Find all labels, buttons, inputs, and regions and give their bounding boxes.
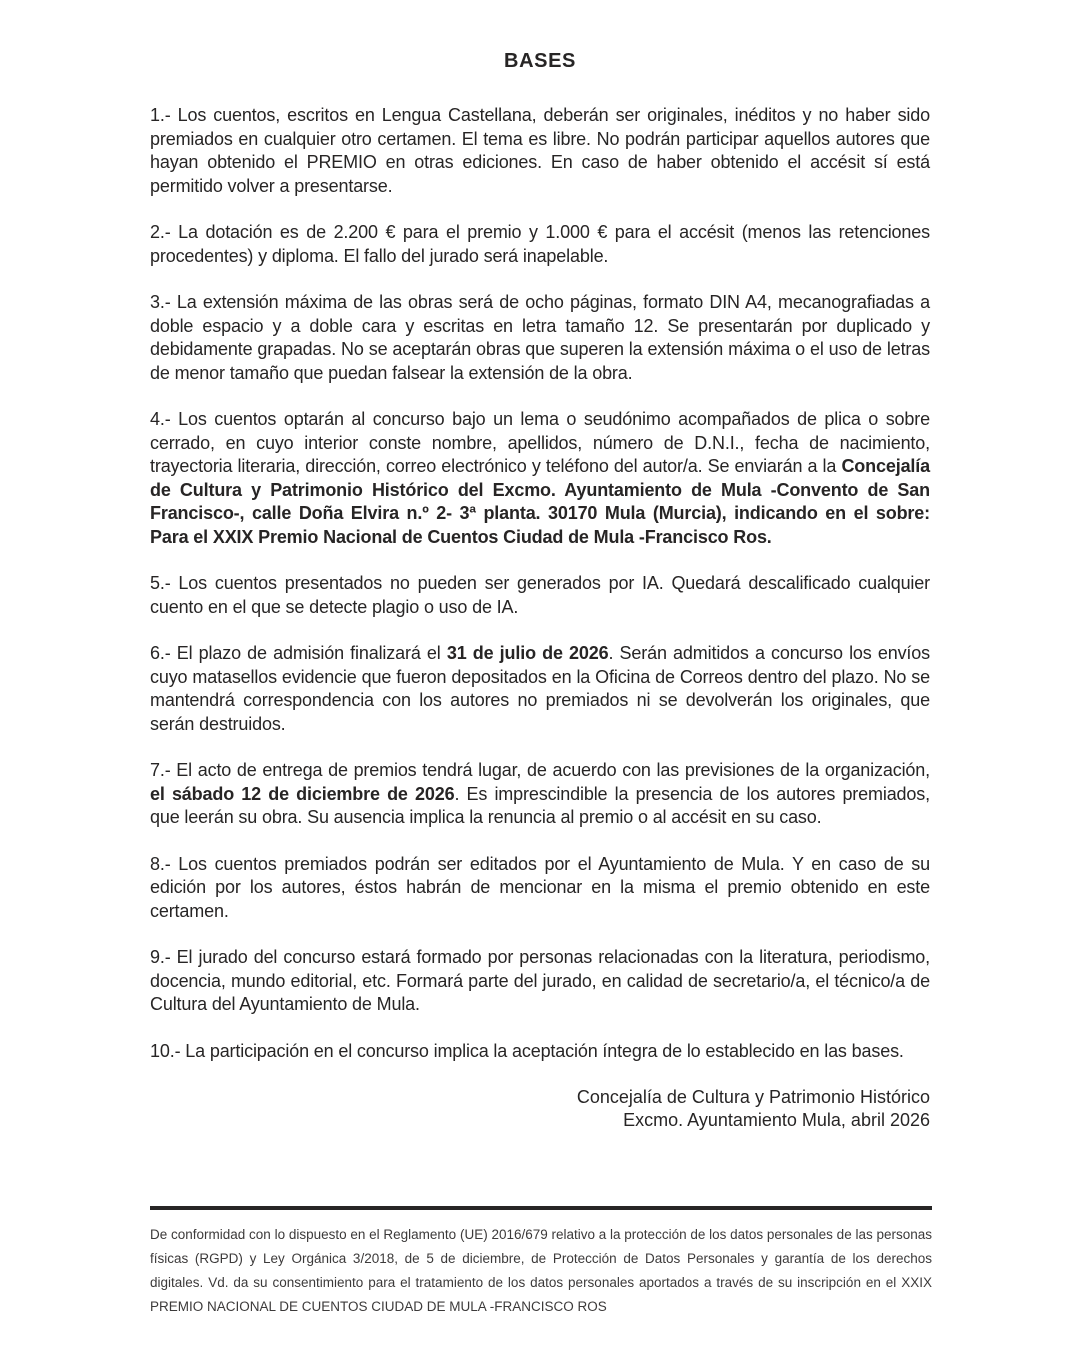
- privacy-notice: De conformidad con lo dispuesto en el Reglamento (UE) 2016/679 relativo a la protección de los datos personales de las personas físicas (RGPD) y Ley Orgánica 3/2018, de 5 de diciembre, de Protección de Datos Personales y garantía de los derechos digitales. Vd. da su consentimiento para el tratamiento de los datos personales aportados a través de su inscripción en el XXIX PREMIO NACIONAL DE CUENTOS CIUDAD DE MULA -FRANCISCO ROS: [150, 1227, 932, 1314]
- page-title: BASES: [504, 50, 576, 72]
- rule-text: 10.- La participación en el concurso implica la aceptación íntegra de lo establecido en las bases.: [150, 1040, 904, 1061]
- rule-text: 3.- La extensión máxima de las obras será de ocho páginas, formato DIN A4, mecanografiadas a doble espacio y a doble cara y escritas en letra tamaño 12. Se presentarán por duplicado y debidamente grapadas. No se aceptarán obras que superen la extensión máxima o el uso de letras de menor tamaño que puedan falsear la extensión de la obra.: [150, 292, 930, 383]
- rule-text-bold: Concejalía de Cultura y Patrimonio Histórico del Excmo. Ayuntamiento de Mula -Convento de San Francisco-, calle Doña Elvira n.º 2- 3ª planta. 30170 Mula (Murcia), indicando en el sobre: Para el XXIX Premio Nacional de Cuentos Ciudad de Mula -Francisco Ros.: [150, 456, 930, 547]
- rule-text: . Serán admitidos a concurso los envíos cuyo matasellos evidencie que fueron depositados en la Oficina de Correos dentro del plazo. No se mantendrá correspondencia con los autores no premiados ni se devolverán los originales, que serán destruidos.: [150, 643, 930, 734]
- rule-paragraph-5: [150, 572, 930, 619]
- rule-paragraph-2: [150, 221, 930, 268]
- rule-text: . Es imprescindible la presencia de los autores premiados, que leerán su obra. Su ausencia implica la renuncia al premio o al accésit en su caso.: [150, 783, 930, 827]
- rule-text-bold: el sábado 12 de diciembre de 2026: [150, 783, 455, 804]
- rule-paragraph-9: [150, 946, 930, 1017]
- signature-block: [150, 1086, 930, 1132]
- rule-text: 5.- Los cuentos presentados no pueden ser generados por IA. Quedará descalificado cualquier cuento en el que se detecte plagio o uso de IA.: [150, 573, 930, 617]
- rule-paragraph-8: [150, 853, 930, 924]
- rule-text: 6.- El plazo de admisión finalizará el: [150, 643, 447, 663]
- rule-paragraph-1: [150, 104, 930, 198]
- rule-paragraph-6: [150, 642, 930, 736]
- document-body: [150, 104, 930, 1063]
- rule-text: 7.- El acto de entrega de premios tendrá lugar, de acuerdo con las previsiones de la organización,: [150, 760, 930, 780]
- rule-text: 4.- Los cuentos optarán al concurso bajo un lema o seudónimo acompañados de plica o sobre cerrado, en cuyo interior conste nombre, apellidos, número de D.N.I., fecha de nacimiento, trayectoria literaria, dirección, correo electrónico y teléfono del autor/a. Se enviarán a la: [150, 409, 930, 476]
- rule-text: 2.- La dotación es de 2.200 € para el premio y 1.000 € para el accésit (menos las retenciones procedentes) y diploma. El fallo del jurado será inapelable.: [150, 222, 930, 266]
- rule-text-bold: 31 de julio de 2026: [446, 643, 609, 663]
- signature-line-1: Concejalía de Cultura y Patrimonio Histórico: [576, 1087, 930, 1107]
- rule-text: 9.- El jurado del concurso estará formado por personas relacionadas con la literatura, periodismo, docencia, mundo editorial, etc. Formará parte del jurado, en calidad de secretario/a, el técnico/a de Cultura del Ayuntamiento de Mula.: [150, 947, 930, 1014]
- rule-text: 1.- Los cuentos, escritos en Lengua Castellana, deberán ser originales, inéditos y no haber sido premiados en cualquier otro certamen. El tema es libre. No podrán participar aquellos autores que hayan obtenido el PREMIO en otras ediciones. En caso de haber obtenido el accésit sí está permitido volver a presentarse.: [150, 105, 930, 196]
- rule-paragraph-3: [150, 291, 930, 385]
- footer-section: [150, 1206, 932, 1319]
- signature-line-2: Excmo. Ayuntamiento Mula, abril 2026: [623, 1110, 930, 1130]
- rule-text: 8.- Los cuentos premiados podrán ser editados por el Ayuntamiento de Mula. Y en caso de su edición por los autores, éstos habrán de mencionar en la misma el premio obtenido en este certamen.: [150, 853, 930, 921]
- rule-paragraph-7: [150, 759, 930, 830]
- footer-divider: [150, 1206, 932, 1210]
- rule-paragraph-10: [150, 1040, 930, 1064]
- rule-paragraph-4: [150, 408, 930, 549]
